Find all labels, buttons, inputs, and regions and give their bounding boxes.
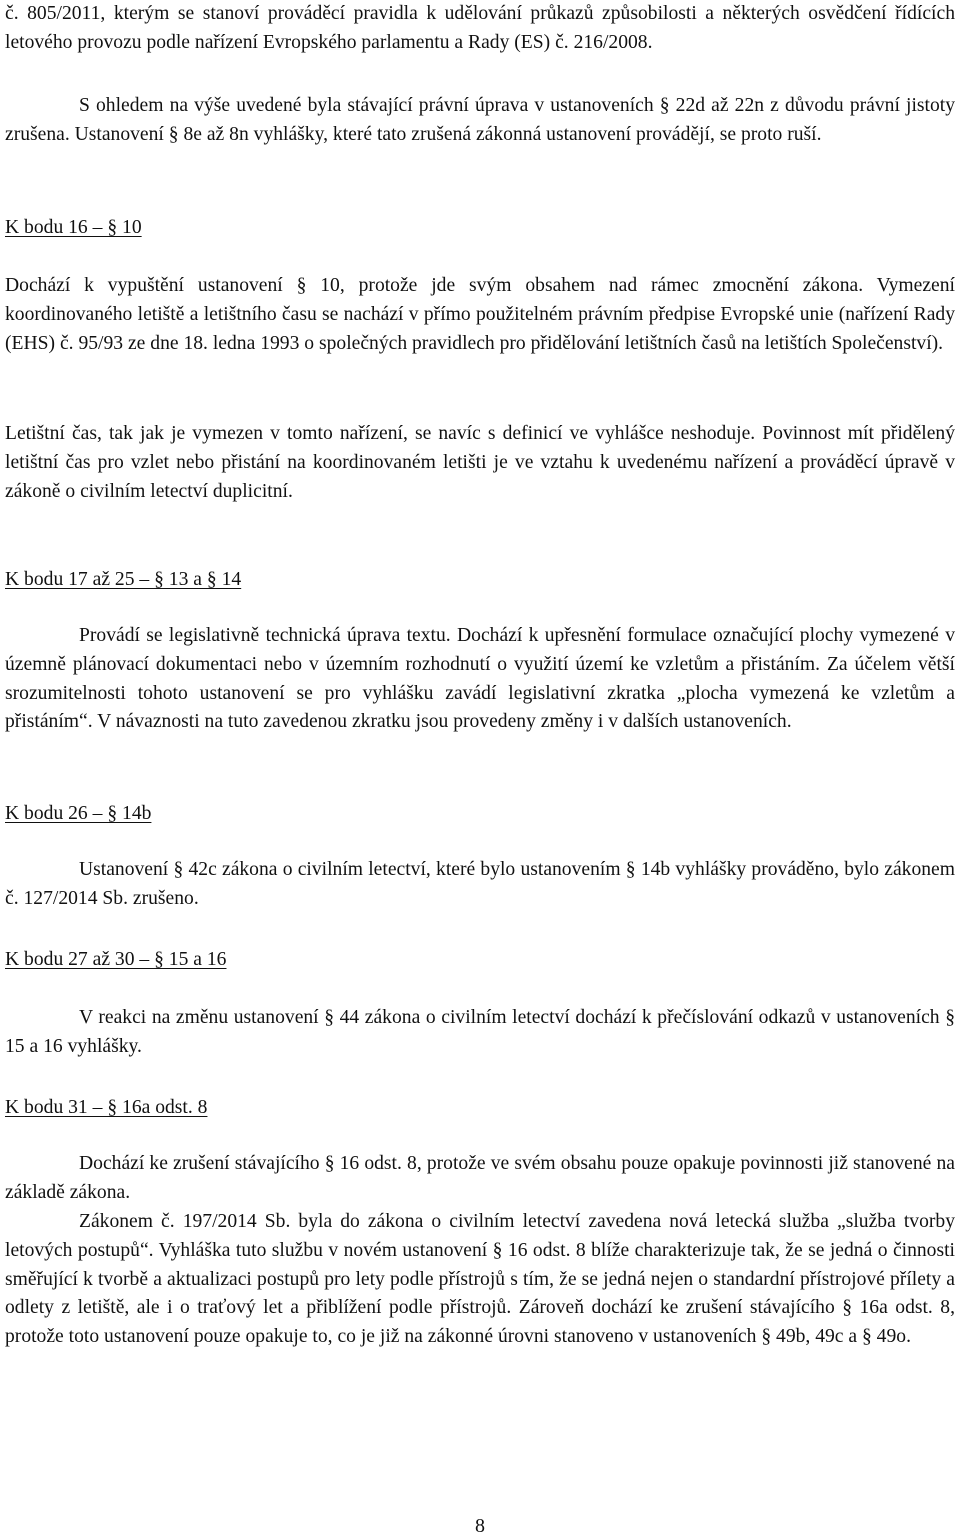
- section-heading-bod-17-25: K bodu 17 až 25 – § 13 a § 14: [5, 569, 242, 590]
- paragraph-bod-27-30-text: V reakci na změnu ustanovení § 44 zákona o civilním letectví dochází k přečíslování odkazů v ustanoveních § 15 a 16 vyhlášky.: [5, 1007, 955, 1057]
- paragraph-bod-16-text: Dochází k vypuštění ustanovení § 10, protože jde svým obsahem nad rámec zmocnění zákona. Vymezení koordinovaného letiště a letištního času se nachází v přímo použitelném právním předpise Evropské unie (nařízení Rady (EHS) č. 95/93 ze dne 18. ledna 1993 o společných pravidlech pro přidělování letištních časů na letištích Společenství).: [5, 275, 955, 354]
- paragraph-bod-31-text: Dochází ke zrušení stávajícího § 16 odst. 8, protože ve svém obsahu pouze opakuje povinnosti již stanovené na základě zákona.: [5, 1153, 955, 1203]
- paragraph-flight-procedure-service: Zákonem č. 197/2014 Sb. byla do zákona o civilním letectví zavedena nová letecká služba „služba tvorby letových postupů“. Vyhláška tuto službu v novém ustanovení § 16 odst. 8 blíže charakterizuje tak, že se jedná o činnosti směřující k tvorbě a aktualizaci postupů pro lety podle přístrojů s tím, že se jedná nejen o standardní přístrojové přílety a odlety z letiště, ale i o traťový let a přiblížení podle přístrojů. Zároveň dochází ke zrušení stávajícího § 16a odst. 8, protože toto ustanovení pouze opakuje to, co je již na zákonné úrovni stanoveno v ustanoveních § 49b, 49c a § 49o.: [5, 1211, 955, 1348]
- section-heading-bod-26: K bodu 26 – § 14b: [5, 803, 152, 824]
- paragraph-repeal-rationale: S ohledem na výše uvedené byla stávající právní úprava v ustanoveních § 22d až 22n z důvodu právní jistoty zrušena. Ustanovení § 8e až 8n vyhlášky, které tato zrušená zákonná ustanovení provádějí, se proto ruší.: [5, 95, 955, 145]
- page-number: 8: [475, 1515, 485, 1537]
- paragraph-bod-17-25-text: Provádí se legislativně technická úprava textu. Dochází k upřesnění formulace označující plochy vymezené v územně plánovací dokumentaci nebo v územním rozhodnutí o využití území ke vzletům a přistáním. Za účelem větší srozumitelnosti tohoto ustanovení se pro vyhlášku zavádí legislativní zkratka „plocha vymezená ke vzletům a přistáním“. V návaznosti na tuto zavedenou zkratku jsou provedeny změny i v dalších ustanoveních.: [5, 625, 955, 733]
- paragraph-bod-26-text: Ustanovení § 42c zákona o civilním letectví, které bylo ustanovením § 14b vyhlášky prováděno, bylo zákonem č. 127/2014 Sb. zrušeno.: [5, 859, 955, 909]
- section-heading-bod-31: K bodu 31 – § 16a odst. 8: [5, 1097, 208, 1118]
- section-heading-bod-16: K bodu 16 – § 10: [5, 217, 142, 238]
- section-heading-bod-27-30: K bodu 27 až 30 – § 15 a 16: [5, 949, 227, 970]
- paragraph-regulation-reference: č. 805/2011, kterým se stanoví prováděcí pravidla k udělování průkazů způsobilosti a některých osvědčení řídících letového provozu podle nařízení Evropského parlamentu a Rady (ES) č. 216/2008.: [5, 3, 955, 53]
- paragraph-slot-definition: Letištní čas, tak jak je vymezen v tomto nařízení, se navíc s definicí ve vyhlášce neshoduje. Povinnost mít přidělený letištní čas pro vzlet nebo přistání na koordinovaném letišti je ve vztahu k uvedenému nařízení a prováděcí úpravě v zákoně o civilním letectví duplicitní.: [5, 423, 955, 502]
